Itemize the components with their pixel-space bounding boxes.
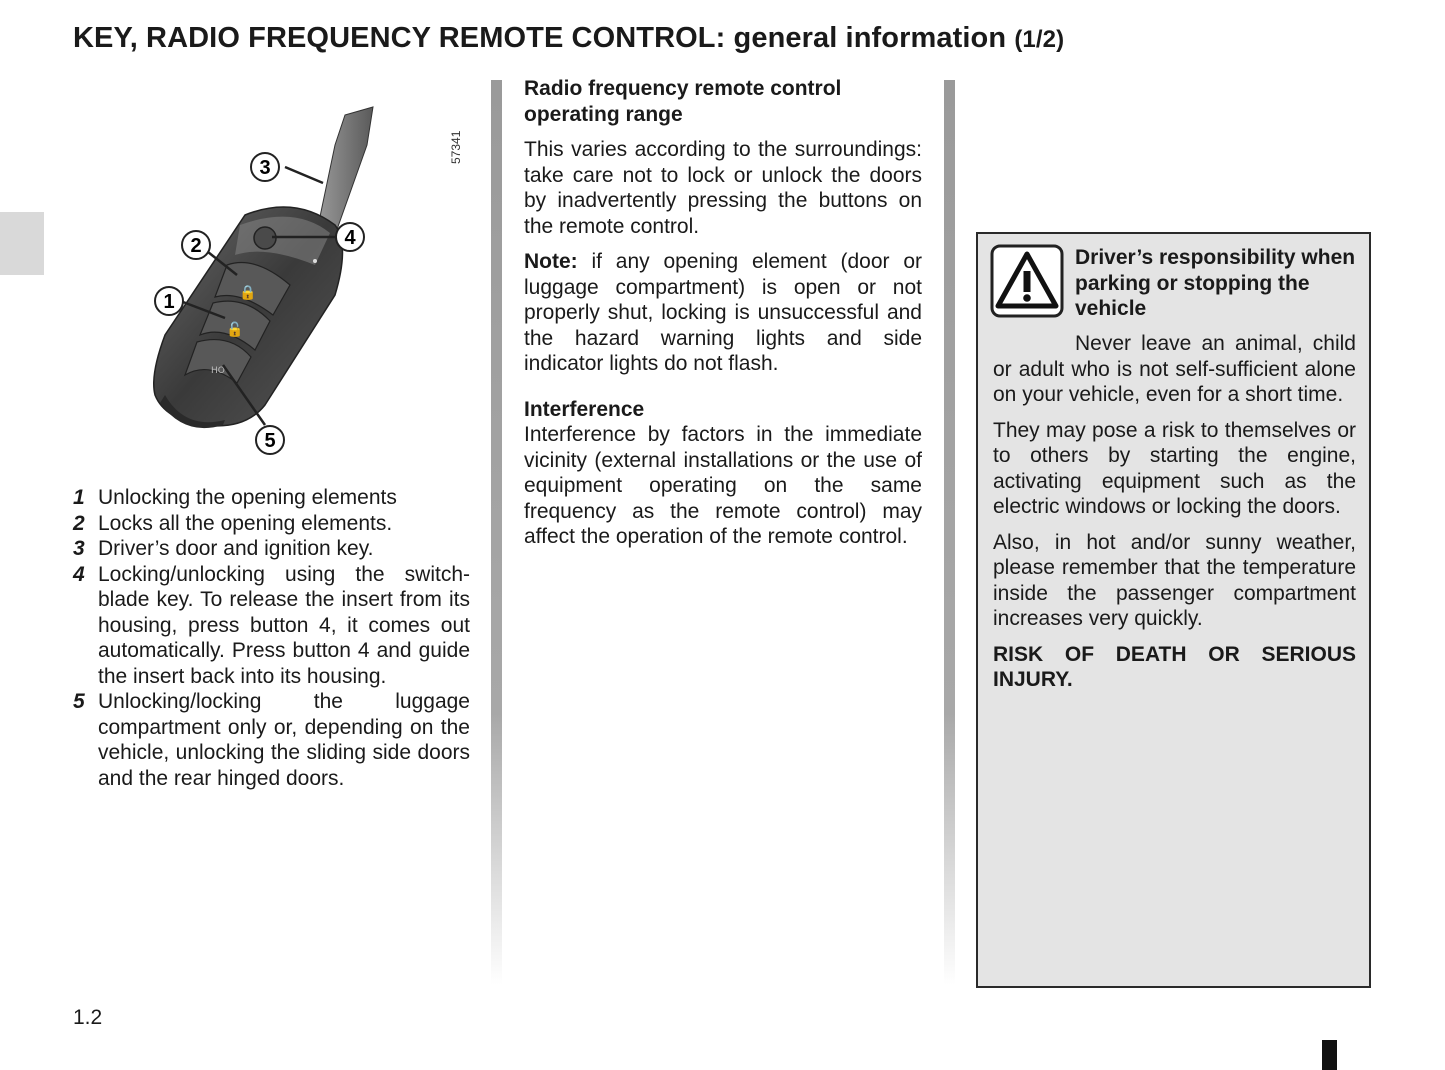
middle-column xyxy=(524,76,922,550)
callout-4 xyxy=(336,223,364,251)
legend-item: 5 Unlocking/locking the luggage compartment only or, depending on the vehicle, unlocking the sliding side doors and the rear hinged doors. xyxy=(73,690,470,790)
legend-item: 2 Locks all the opening elements. xyxy=(73,511,393,535)
column-divider-left xyxy=(491,80,502,985)
note-paragraph xyxy=(524,249,922,377)
warning-triangle-icon xyxy=(990,244,1064,318)
page-title xyxy=(73,22,1064,55)
legend-item: 4 Locking/unlocking using the switch-blade key. To release the insert from its housing, press button 4, it comes out automatically. Press button 4 and guide the insert back into its housing. xyxy=(73,562,470,688)
key-drawing xyxy=(145,85,490,465)
legend-item: 3 Driver’s door and ignition key. xyxy=(73,537,374,560)
title-text: KEY, RADIO FREQUENCY REMOTE CONTROL: general information xyxy=(73,22,1007,54)
callout-5 xyxy=(256,426,284,454)
figure-legend xyxy=(73,485,470,791)
note-label: Note: xyxy=(524,250,578,273)
svg-text:4: 4 xyxy=(344,227,356,249)
range-text: This varies according to the surroundings: take care not to lock or unlock the doors by inadvertently pressing the buttons on the remote control. xyxy=(524,138,922,238)
note-text: if any opening element (door or luggage compartment) is open or not properly shut, locking is unsuccessful and the hazard warning lights and side indicator lights do not flash. xyxy=(524,250,922,375)
warning-heading: Driver’s responsibility when parking or stopping the vehicle xyxy=(1075,246,1356,320)
warning-paragraph: Also, in hot and/or sunny weather, please remember that the temperature inside the passenger compartment increases very quickly. xyxy=(993,530,1356,630)
callout-2 xyxy=(182,231,210,259)
svg-text:5: 5 xyxy=(264,430,276,452)
svg-text:3: 3 xyxy=(259,157,271,179)
remote-control-key-illustration xyxy=(145,85,490,465)
callout-1 xyxy=(155,287,183,315)
warning-body xyxy=(993,331,1356,693)
warning-paragraph: Never leave an animal, child or adult who is not self-sufficient alone on your vehicle, even for a short time. xyxy=(993,332,1356,406)
key-blade xyxy=(317,107,373,235)
page-edge-marker xyxy=(1322,1040,1337,1070)
page-number: 1.2 xyxy=(73,1006,103,1029)
svg-text:🔒: 🔒 xyxy=(239,285,257,301)
interference-heading: Interference xyxy=(524,397,645,421)
interference-text: Interference by factors in the immediate vicinity (external installations or the use of equipment operating on the same frequency as the remote control) may affect the operation of the remote control. xyxy=(524,423,922,548)
svg-text:2: 2 xyxy=(190,235,202,257)
page-indicator: (1/2) xyxy=(1014,26,1065,53)
warning-emphasis: RISK OF DEATH OR SERIOUS INJURY. xyxy=(993,642,1356,691)
section-tab-marker xyxy=(0,212,44,275)
boot-button-label: HO xyxy=(211,366,225,376)
warning-paragraph: They may pose a risk to themselves or to others by starting the engine, activating equipment such as the electric windows or locking the doors. xyxy=(993,418,1356,518)
svg-text:1: 1 xyxy=(163,291,175,313)
legend-item: 1 Unlocking the opening elements xyxy=(73,486,397,509)
figure-id: 57341 xyxy=(449,130,463,164)
callout-3 xyxy=(251,153,279,181)
range-heading: Radio frequency remote control operating range xyxy=(524,77,842,126)
column-divider-right xyxy=(944,80,955,985)
warning-box xyxy=(976,232,1371,988)
svg-text:🔓: 🔓 xyxy=(226,322,244,338)
